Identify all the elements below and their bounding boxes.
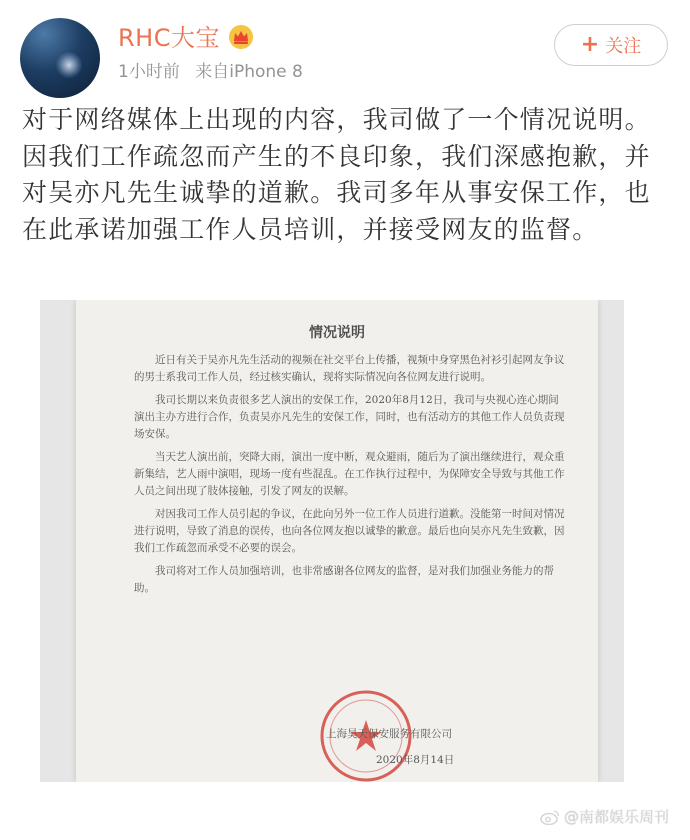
post-image[interactable] xyxy=(40,300,624,782)
document-date: 2020年8月14日 xyxy=(376,754,455,766)
post-time: 1小时前 xyxy=(118,62,180,82)
post-header xyxy=(0,0,690,100)
document-company: 上海昊天保安服务有限公司 xyxy=(326,728,452,740)
document-paragraph: 近日有关于吴亦凡先生活动的视频在社交平台上传播，视频中身穿黑色衬衫引起网友争议的男士系我司工作人员，经过核实确认，现将实际情况向各位网友进行说明。 xyxy=(134,354,565,383)
watermark xyxy=(540,806,669,827)
avatar-moon xyxy=(56,52,82,78)
post-meta xyxy=(118,58,313,86)
follow-label: 关注 xyxy=(605,36,642,57)
post-text: 对于网络媒体上出现的内容，我司做了一个情况说明。因我们工作疏忽而产生的不良印象，我们深感抱歉，并对吴亦凡先生诚挚的道歉。我司多年从事安保工作，也在此承诺加强工作人员培训，并接受网友的监督。 xyxy=(22,105,651,244)
avatar[interactable] xyxy=(20,18,100,98)
post-source: 来自iPhone 8 xyxy=(195,62,303,82)
document-body xyxy=(134,352,566,603)
document-paragraph: 我司长期以来负责很多艺人演出的安保工作，2020年8月12日，我司与央视心连心期间演出主办方进行合作，负责吴亦凡先生的安保工作，同时，也有活动方的其他工作人员负责现场安保。 xyxy=(134,394,565,440)
document-paragraph: 对因我司工作人员引起的争议，在此向另外一位工作人员进行道歉。没能第一时间对情况进行说明，导致了消息的误传，也向各位网友抱以诚挚的歉意。最后也向吴亦凡先生致歉，因我们工作疏忽而承受不必要的误会。 xyxy=(134,508,565,554)
document-paragraph: 当天艺人演出前，突降大雨，演出一度中断，观众避雨，随后为了演出继续进行，观众重新集结，艺人雨中演唱，现场一度有些混乱。在工作执行过程中，为保障安全导致与其他工作人员之间出现了肢体接触，引发了网友的误解。 xyxy=(134,451,565,497)
document-paper xyxy=(76,300,598,782)
watermark-text: @南都娱乐周刊 xyxy=(564,808,670,826)
plus-icon: + xyxy=(580,32,600,57)
document-title: 情况说明 xyxy=(309,325,365,341)
crown-icon xyxy=(228,24,254,50)
weibo-logo-icon xyxy=(540,809,560,825)
username[interactable]: RHC大宝 xyxy=(118,24,220,52)
follow-button[interactable] xyxy=(554,24,668,66)
document-paragraph: 我司将对工作人员加强培训，也非常感谢各位网友的监督，是对我们加强业务能力的帮助。 xyxy=(134,565,554,594)
